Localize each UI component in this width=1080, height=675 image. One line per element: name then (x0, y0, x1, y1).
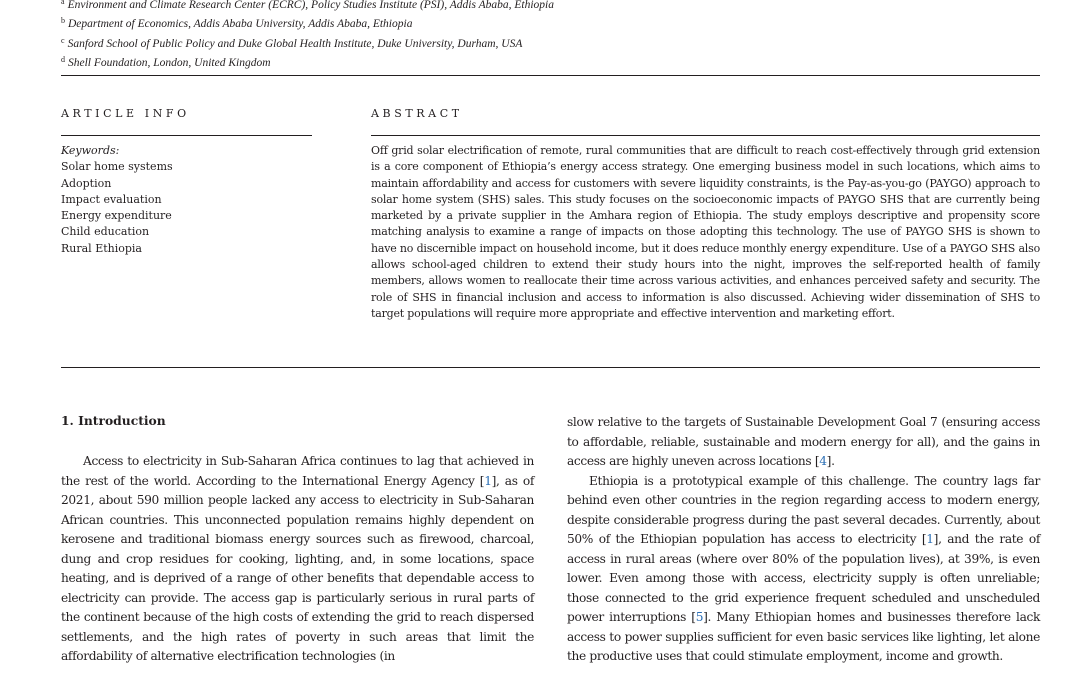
affiliation-b: $^b$ Department of Economics, Addis Ababa University, Addis Ababa, Ethiopia (61, 16, 413, 31)
abstract-text: Off grid solar electrification of remote, rural communities that are difficult to reach cost-effectively through grid extension is a core component of Ethiopia’s energy access strategy. One emerging business model in such locations, which aims to maintain affordability and access for customers with severe liquidity constraints, is the Pay-as-you-go (PAYGO) approach to solar home system (SHS) sales. This study focuses on the socioeconomic impacts of PAYGO SHS that are currently being marketed by a private supplier in the Amhara region of Ethiopia. The study employs descriptive and propensity score matching analysis to examine a range of impacts on those adopting this technology. The use of PAYGO SHS is shown to have no discernible impact on household income, but it does reduce monthly energy expenditure. Use of a PAYGO SHS also allows school-aged children to extend their study hours into the night, improves the self-reported health of family members, allows women to reallocate their time across various activities, and enhances perceived safety and security. The role of SHS in financial inclusion and access to information is also discussed. Achieving wider dissemination of SHS to target populations will require more appropriate and effective intervention and marketing effort. (371, 144, 1040, 320)
keyword-item: Impact evaluation (61, 192, 162, 206)
citation-link[interactable]: 4 (819, 454, 827, 468)
keywords-block (61, 143, 321, 257)
keyword-item: Child education (61, 225, 150, 239)
right-column (567, 413, 1040, 667)
citation-link[interactable]: 5 (695, 610, 704, 624)
citation-link[interactable]: 1 (484, 473, 492, 488)
intro-paragraph-2: Ethiopia is a prototypical example of this challenge. The country lags far behind even other countries in the region regarding access to modern energy, despite considerable progress during the past several decades. Currently, about 50% of the Ethiopian population has access to electricity [1], and the rate of access in rural areas (where over 80% of the population lives), at 39%, is even lower. Even among those with access, electricity supply is often unreliable; those connected to the grid experience frequent scheduled and unscheduled power interruptions [5]. Many Ethiopian homes and businesses therefore lack access to power supplies sufficient for even basic services like lighting, let alone the productive uses that could stimulate employment, income and growth. (567, 473, 1040, 663)
intro-paragraph-continued: slow relative to the targets of Sustainable Development Goal 7 (ensuring access to affordable, reliable, sustainable and modern energy for all), and the gains in access are highly uneven across locations [4]. (567, 415, 1040, 468)
affiliation-c: $^c$ Sanford School of Public Policy and Duke Global Health Institute, Duke University, Durham, USA (61, 35, 523, 50)
keyword-item: Energy expenditure (61, 209, 172, 223)
keyword-item: Rural Ethiopia (61, 241, 142, 255)
intro-paragraph-1: Access to electricity in Sub-Saharan Africa continues to lag that achieved in the rest of the world. According to the International Energy Agency [1], as of 2021, about 590 million people lacked any access to electricity in Sub-Saharan African countries. This unconnected population remains highly dependent on kerosene and traditional biomass energy sources such as firewood, charcoal, dung and crop residues for cooking, lighting, and, in some locations, space heating, and is deprived of a range of other benefits that dependable access to electricity can provide. The access gap is particularly serious in rural parts of the continent because of the high costs of extending the grid to reach dispersed settlements, and the high rates of poverty in such areas that limit the affordability of alternative electrification technologies (in (61, 454, 535, 663)
keyword-item: Adoption (61, 176, 112, 190)
keywords-label: Keywords: (61, 144, 120, 157)
article-info-divider (61, 135, 312, 136)
article-info-heading: ARTICLE INFO (61, 107, 190, 120)
header-divider (61, 75, 1040, 76)
affiliation-d: $^d$ Shell Foundation, London, United Kingdom (61, 54, 271, 69)
affiliations (61, 0, 1061, 71)
keyword-item: Solar home systems (61, 160, 173, 174)
affiliation-a: $^a$ Environment and Climate Research Center (ECRC), Policy Studies Institute (PSI), Addis Ababa, Ethiopia (61, 0, 554, 11)
abstract-heading: ABSTRACT (371, 107, 463, 120)
section-title: 1. Introduction (61, 413, 166, 428)
abstract-bottom-divider (61, 367, 1040, 368)
citation-link[interactable]: 1 (926, 532, 934, 546)
left-column (61, 452, 534, 667)
abstract-divider (371, 135, 1040, 136)
